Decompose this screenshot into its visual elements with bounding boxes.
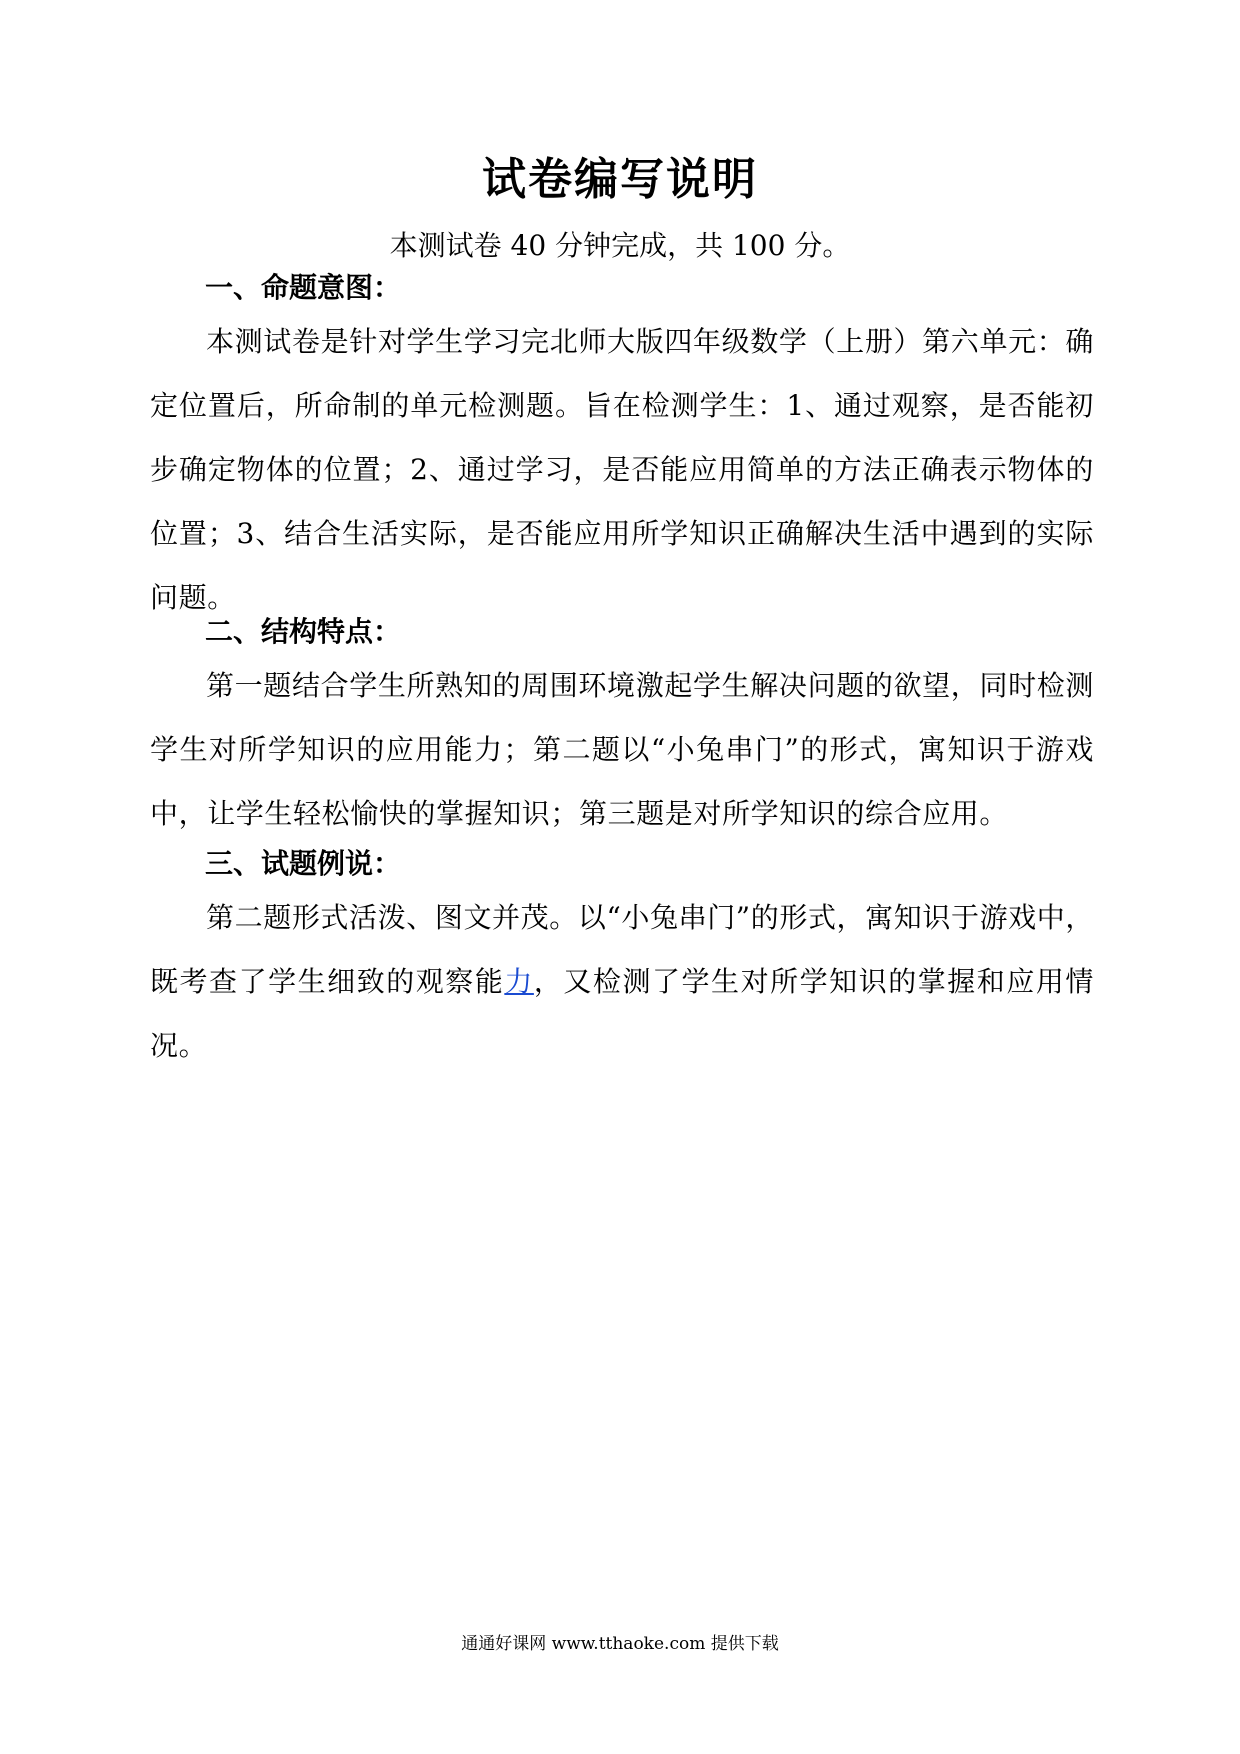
section-paragraph-example bbox=[150, 886, 1094, 1078]
paragraph-text-after-link: ，又检测了学生对所学知识的掌握和应用情况。 bbox=[150, 965, 1094, 1062]
section-heading-example: 三、试题例说： bbox=[205, 847, 402, 880]
section-heading-structure: 二、结构特点： bbox=[205, 615, 402, 648]
document-subtitle: 本测试卷 40 分钟完成，共 100 分。 bbox=[389, 229, 851, 262]
section-heading-intent: 一、命题意图： bbox=[205, 271, 402, 304]
document-title: 试卷编写说明 bbox=[482, 154, 758, 205]
paragraph-text-before-link: 第二题形式活泼、图文并茂。以“小兔串门”的形式，寓知识于游戏中，既考查了学生细致的观察能 bbox=[150, 901, 1094, 998]
section-paragraph-structure: 第一题结合学生所熟知的周围环境激起学生解决问题的欲望，同时检测学生对所学知识的应用能力；第二题以“小兔串门”的形式，寓知识于游戏中，让学生轻松愉快的掌握知识；第三题是对所学知识的综合应用。 bbox=[150, 669, 1094, 830]
page-footer: 通通好课网 www.tthaoke.com 提供下载 bbox=[461, 1634, 779, 1654]
section-paragraph-intent: 本测试卷是针对学生学习完北师大版四年级数学（上册）第六单元：确定位置后，所命制的单元检测题。旨在检测学生：1、通过观察，是否能初步确定物体的位置；2、通过学习，是否能应用简单的方法正确表示物体的位置；3、结合生活实际，是否能应用所学知识正确解决生活中遇到的实际问题。 bbox=[150, 325, 1094, 614]
inline-hyperlink[interactable]: 力 bbox=[504, 965, 534, 998]
